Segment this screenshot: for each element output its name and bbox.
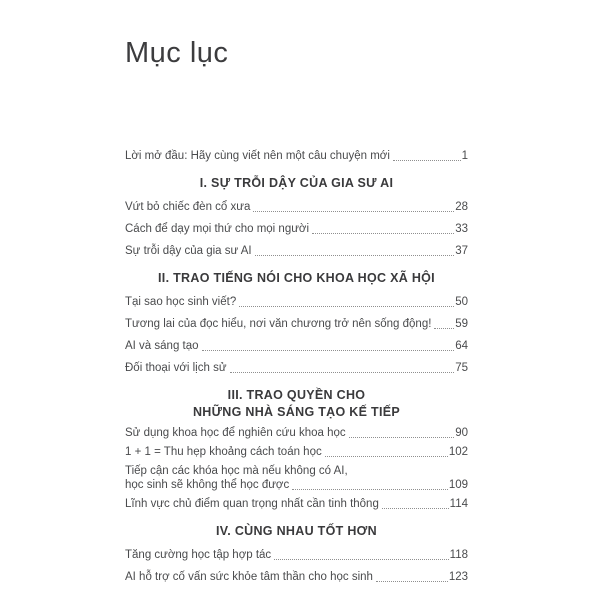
toc-entry xyxy=(125,570,468,584)
entry-label: 1 + 1 = Thu hẹp khoảng cách toán học xyxy=(125,446,322,458)
dotted-leader xyxy=(239,306,454,307)
entry-label: Lời mở đầu: Hãy cùng viết nên một câu chuyện mới xyxy=(125,150,390,162)
entry-page-number: 123 xyxy=(448,571,468,583)
toc-entry xyxy=(125,200,468,214)
toc-content xyxy=(125,35,468,584)
toc-entry xyxy=(125,317,468,331)
entry-page-number: 64 xyxy=(455,340,468,352)
entry-label: Cách để dạy mọi thứ cho mọi người xyxy=(125,223,310,235)
page-title: Mục lục xyxy=(125,37,229,69)
toc-section-3 xyxy=(125,387,468,511)
section-heading: II. TRAO TIẾNG NÓI CHO KHOA HỌC XÃ HỘI xyxy=(158,271,435,285)
dotted-leader xyxy=(202,350,455,351)
entry-label: Vứt bỏ chiếc đèn cổ xưa xyxy=(125,201,251,213)
section-heading: I. SỰ TRỖI DẬY CỦA GIA SƯ AI xyxy=(199,176,394,190)
toc-entry-wrapped xyxy=(125,464,468,492)
entry-label: Đối thoại với lịch sử xyxy=(125,362,227,374)
section-heading: IV. CÙNG NHAU TỐT HƠN xyxy=(216,524,377,538)
dotted-leader xyxy=(349,437,455,438)
dotted-leader xyxy=(253,211,454,212)
dotted-leader xyxy=(382,508,449,509)
dotted-leader xyxy=(312,233,454,234)
dotted-leader xyxy=(292,489,448,490)
section-heading-line-1: III. TRAO QUYỀN CHO xyxy=(227,388,366,402)
dotted-leader xyxy=(255,255,455,256)
entry-label: Tại sao học sinh viết? xyxy=(125,296,237,308)
dotted-leader xyxy=(434,328,454,329)
dotted-leader xyxy=(230,372,455,373)
entry-label: Sử dụng khoa học để nghiên cứu khoa học xyxy=(125,427,346,439)
toc-entry xyxy=(125,339,468,353)
entry-page-number: 102 xyxy=(448,446,468,458)
entry-label: Sự trỗi dậy của gia sư AI xyxy=(125,245,252,257)
toc-entry xyxy=(125,497,468,511)
dotted-leader xyxy=(325,456,448,457)
entry-label-line-2-row xyxy=(125,478,468,492)
entry-label: AI và sáng tạo xyxy=(125,340,199,352)
entry-page-number: 59 xyxy=(455,318,468,330)
section-heading-line-2: NHỮNG NHÀ SÁNG TẠO KẾ TIẾP xyxy=(192,405,401,419)
toc-entry-preface xyxy=(125,149,468,163)
entry-page-number: 114 xyxy=(449,498,468,510)
entry-page-number: 118 xyxy=(449,549,468,561)
dotted-leader xyxy=(393,160,461,161)
entry-page-number: 75 xyxy=(455,362,468,374)
toc-section-4 xyxy=(125,523,468,584)
entry-page-number: 1 xyxy=(461,150,468,162)
section-heading xyxy=(125,387,468,421)
entry-page-number: 50 xyxy=(455,296,468,308)
dotted-leader xyxy=(376,581,448,582)
table-of-contents xyxy=(125,149,468,584)
entry-label: Tương lai của đọc hiểu, nơi văn chương trở nên sống động! xyxy=(125,318,432,330)
toc-section-2 xyxy=(125,270,468,375)
toc-entry xyxy=(125,361,468,375)
entry-label: Tăng cường học tập hợp tác xyxy=(125,549,272,561)
toc-section-1 xyxy=(125,175,468,258)
entry-page-number: 90 xyxy=(455,427,468,439)
toc-entry xyxy=(125,222,468,236)
toc-entry xyxy=(125,295,468,309)
entry-label-line-1: Tiếp cận các khóa học mà nếu không có AI, xyxy=(125,465,348,477)
entry-label: Lĩnh vực chủ điểm quan trọng nhất cần tinh thông xyxy=(125,498,379,510)
toc-entry xyxy=(125,426,468,440)
dotted-leader xyxy=(274,559,448,560)
toc-entry xyxy=(125,548,468,562)
entry-label: AI hỗ trợ cố vấn sức khỏe tâm thần cho học sinh xyxy=(125,571,373,583)
entry-page-number: 37 xyxy=(455,245,468,257)
entry-page-number: 33 xyxy=(455,223,468,235)
entry-label-line-2: học sinh sẽ không thể học được xyxy=(125,479,290,491)
entry-page-number: 109 xyxy=(448,479,468,491)
toc-entry xyxy=(125,244,468,258)
toc-entry xyxy=(125,445,468,459)
entry-page-number: 28 xyxy=(455,201,468,213)
